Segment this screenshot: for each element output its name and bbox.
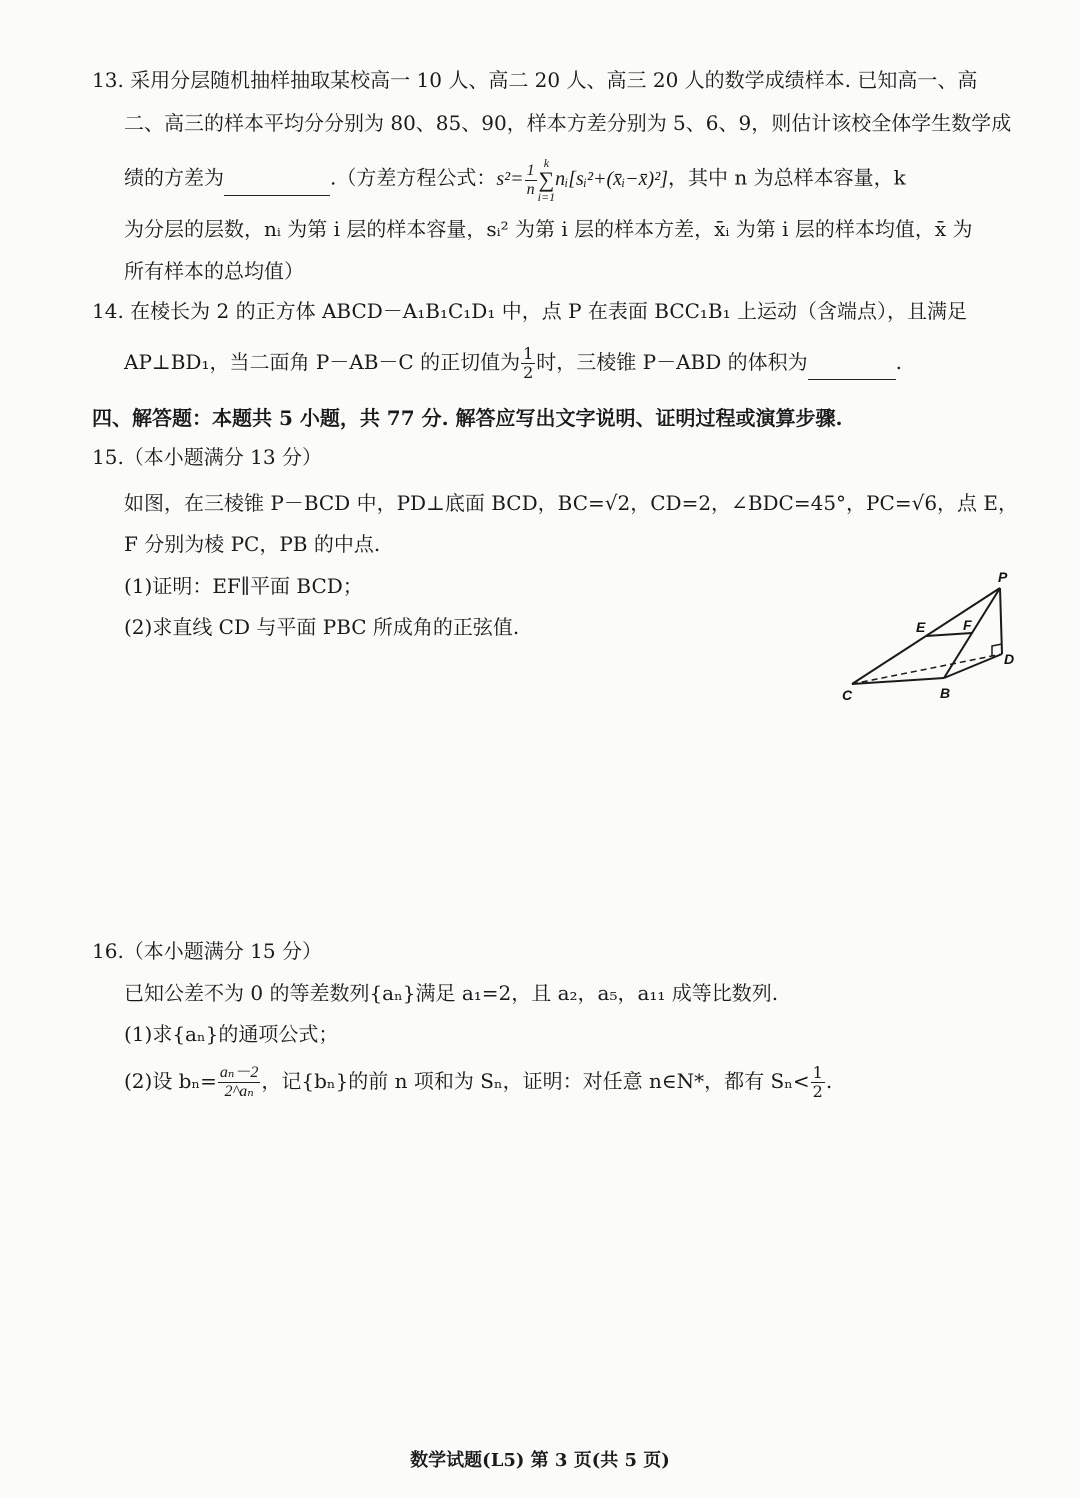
q13-line-1: 13. 采用分层随机抽样抽取某校高一 10 人、高二 20 人、高三 20 人的数学成绩样本. 已知高一、高: [92, 68, 978, 92]
q14-tangent-fraction: $\frac{1}{2}$: [523, 344, 534, 382]
q16-part-1: (1)求{aₙ}的通项公式；: [124, 1022, 339, 1046]
half-fraction: $\frac{1}{2}$: [812, 1063, 823, 1101]
q13-variance-formula: s²= $\frac{1}{n}$ k ∑ i=1 nᵢ[sᵢ²+(x̄ᵢ−x̄)²]: [496, 156, 668, 204]
tetrahedron-figure: [832, 568, 1022, 708]
q14-line-2: [124, 345, 902, 381]
q13-formula-lead: .（方差方程公式：: [330, 165, 497, 190]
q15-line-1: 如图，在三棱锥 P－BCD 中，PD⊥底面 BCD，BC=√2，CD=2，∠BDC=45°，PC=√6，点 E，: [124, 491, 1019, 515]
q16-part-2-end: .: [825, 1069, 833, 1093]
q15-part-1: (1)证明：EF∥平面 BCD；: [124, 574, 363, 598]
q13-line-5: 所有样本的总均值）: [124, 259, 304, 283]
q13-line-3-prefix: 绩的方差为: [124, 165, 224, 190]
q14-line-2-end: .: [895, 350, 902, 374]
label-f: F: [963, 617, 972, 633]
q14-line-1: 14. 在棱长为 2 的正方体 ABCD－A₁B₁C₁D₁ 中，点 P 在表面 BCC₁B₁ 上运动（含端点），且满足: [92, 299, 968, 323]
q15-line-2: F 分别为棱 PC，PB 的中点.: [124, 532, 381, 556]
section-4-header: 四、解答题：本题共 5 小题，共 77 分. 解答应写出文字说明、证明过程或演算步骤.: [92, 406, 843, 430]
q13-line-2: 二、高三的样本平均分分别为 80、85、90，样本方差分别为 5、6、9，则估计该校全体学生数学成: [124, 111, 1012, 135]
q16-part-2-mid: ，记{bₙ}的前 n 项和为 Sₙ，证明：对任意 n∈N*，都有 Sₙ<: [261, 1069, 810, 1093]
q14-line-2-prefix: AP⊥BD₁，当二面角 P－AB－C 的正切值为: [124, 350, 521, 374]
label-d: D: [1004, 651, 1015, 667]
q16-part-2-prefix: (2)设 bₙ=: [124, 1069, 217, 1093]
q13-line-3-suffix: ，其中 n 为总样本容量，k: [667, 165, 906, 190]
page-footer: 数学试题(L5) 第 3 页(共 5 页): [410, 1450, 670, 1471]
q16-header: 16.（本小题满分 15 分）: [92, 939, 322, 963]
label-b: B: [940, 685, 951, 701]
label-c: C: [842, 687, 853, 703]
q16-part-2: [124, 1064, 832, 1100]
q13-line-4: 为分层的层数，nᵢ 为第 i 层的样本容量，sᵢ² 为第 i 层的样本方差，x̄ᵢ 为第 i 层的样本均值，x̄ 为: [124, 217, 973, 241]
label-p: P: [998, 569, 1008, 585]
q15-header: 15.（本小题满分 13 分）: [92, 445, 322, 469]
q14-line-2-suffix: 时，三棱锥 P－ABD 的体积为: [536, 350, 808, 374]
edge-ef: [926, 633, 972, 636]
edge-bd: [944, 654, 1002, 678]
q16-line-1: 已知公差不为 0 的等差数列{aₙ}满足 a₁=2，且 a₂，a₅，a₁₁ 成等比数列.: [124, 981, 779, 1005]
q15-part-2: (2)求直线 CD 与平面 PBC 所成角的正弦值.: [124, 615, 520, 639]
q14-answer-blank: [808, 345, 896, 380]
q13-answer-blank: [224, 161, 330, 196]
label-e: E: [916, 619, 926, 635]
bn-fraction: $\frac{\text{aₙ－2}}{\text{2\textasciicircum{}aₙ}}$: [219, 1064, 259, 1100]
q13-line-3: [124, 157, 906, 203]
